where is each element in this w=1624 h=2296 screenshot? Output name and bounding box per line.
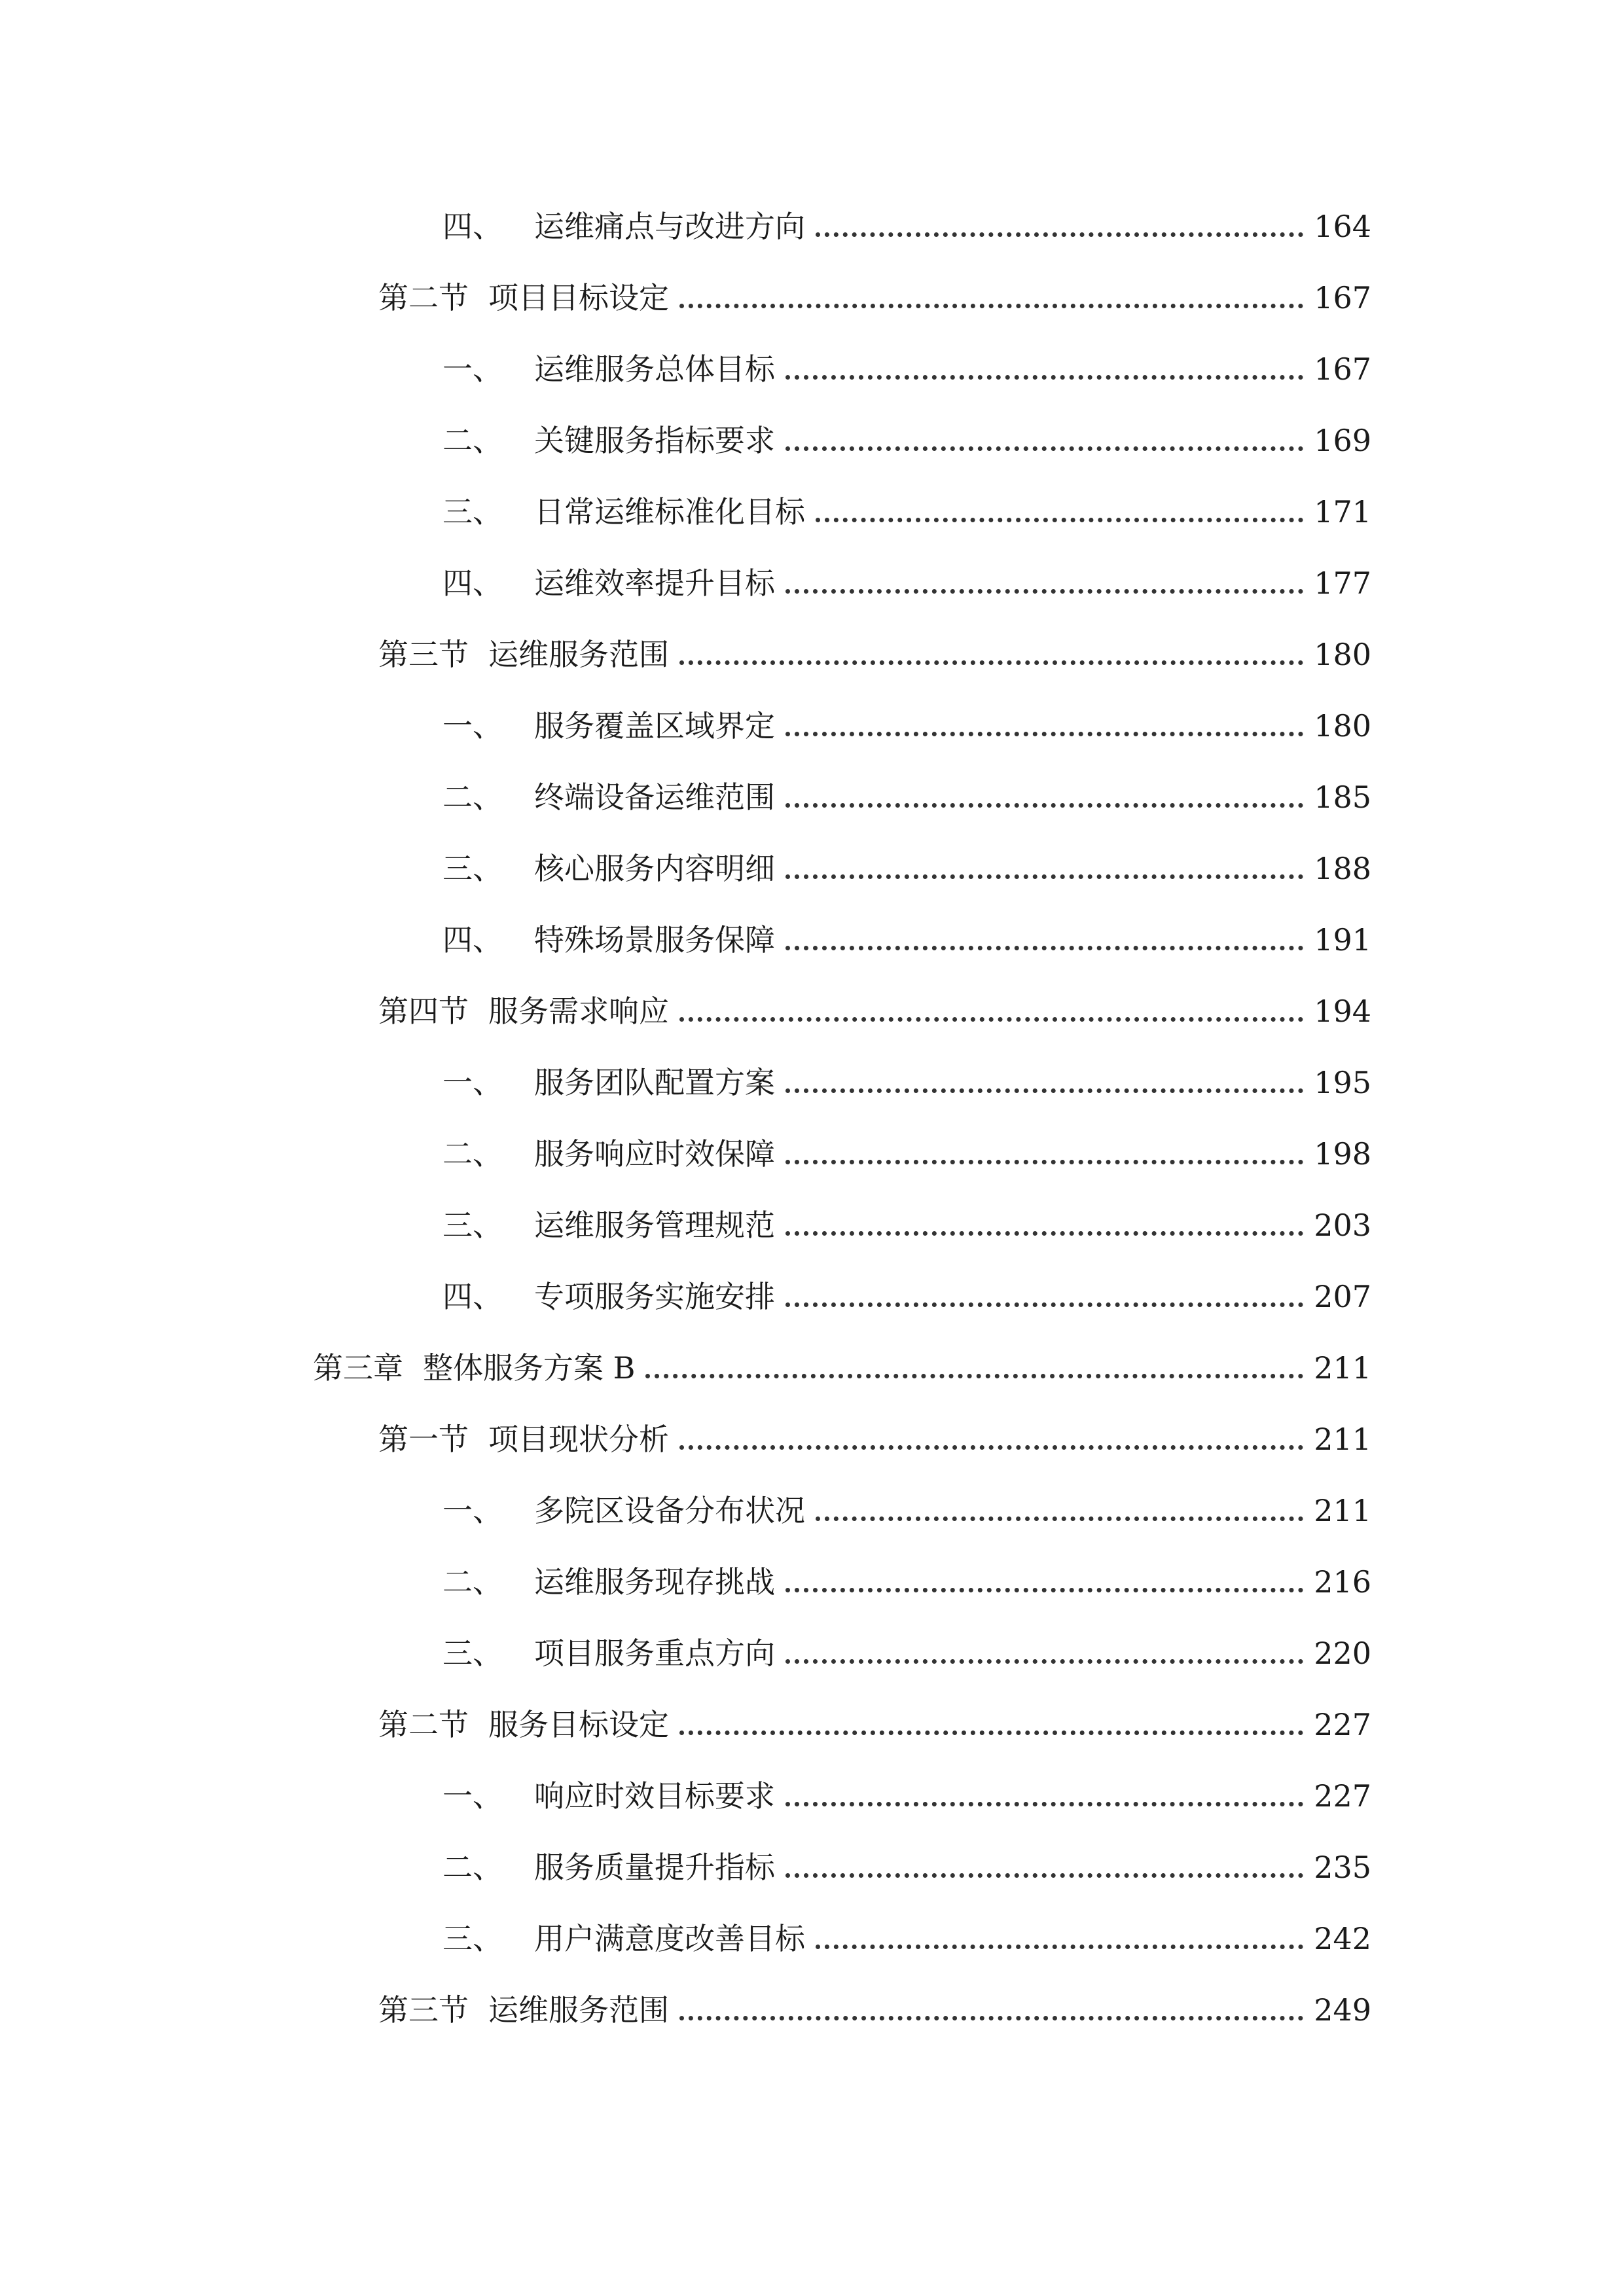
- toc-entry-title: 运维效率提升目标: [534, 565, 775, 601]
- toc-dot-leader: [816, 232, 1303, 237]
- toc-entry-text: [442, 706, 775, 745]
- toc-entry-title: 服务目标设定: [488, 1707, 669, 1742]
- toc-entry-number: 三、: [442, 1208, 503, 1243]
- toc-entry-number: 四、: [442, 922, 503, 958]
- toc-entry-text: [442, 1206, 775, 1245]
- toc-entry-title: 运维服务范围: [488, 637, 669, 672]
- toc-page-number: 235: [1314, 1850, 1371, 1885]
- toc-page-number: 207: [1314, 1279, 1371, 1314]
- toc-dot-leader: [785, 1088, 1303, 1093]
- toc-entry-title: 服务覆盖区域界定: [534, 708, 775, 744]
- toc-page-number: 188: [1314, 851, 1371, 886]
- toc-dot-leader: [679, 304, 1303, 308]
- toc-entry-text: [442, 421, 775, 460]
- toc-entry[interactable]: [378, 1407, 1371, 1459]
- toc-entry-number: 第二节: [378, 1707, 469, 1742]
- toc-page-number: 164: [1314, 209, 1371, 244]
- toc-entry-text: [442, 1919, 805, 1958]
- toc-page-number: 242: [1314, 1921, 1371, 1956]
- toc-entry-text: [442, 1134, 775, 1174]
- toc-entry-text: [442, 920, 775, 960]
- toc-entry[interactable]: [442, 550, 1371, 603]
- toc-entry-title: 运维服务现存挑战: [534, 1564, 775, 1600]
- toc-entry-text: [442, 1491, 805, 1530]
- toc-entry-number: 第三节: [378, 637, 469, 672]
- toc-page-number: 195: [1314, 1065, 1371, 1100]
- toc-page-number: 227: [1314, 1707, 1371, 1742]
- toc-page-number: 198: [1314, 1136, 1371, 1172]
- toc-entry-number: 一、: [442, 1778, 503, 1814]
- toc-page-number: 177: [1314, 565, 1371, 601]
- toc-entry-number: 三、: [442, 1921, 503, 1956]
- toc-entry-text: [442, 492, 805, 531]
- toc-entry-number: 二、: [442, 1564, 503, 1600]
- toc-entry-text: [378, 635, 669, 674]
- toc-entry-title: 服务响应时效保障: [534, 1136, 775, 1172]
- toc-entry-number: 第三节: [378, 1992, 469, 2028]
- toc-entry-title: 核心服务内容明细: [534, 851, 775, 886]
- toc-entry-title: 服务质量提升指标: [534, 1850, 775, 1885]
- toc-page-number: 167: [1314, 280, 1371, 315]
- toc-entry-number: 四、: [442, 1279, 503, 1314]
- toc-entry-title: 响应时效目标要求: [534, 1778, 775, 1814]
- toc-entry-title: 终端设备运维范围: [534, 780, 775, 815]
- toc-entry-text: [442, 1063, 775, 1102]
- toc-entry-text: [442, 1562, 775, 1602]
- toc-entry[interactable]: [442, 408, 1371, 460]
- toc-entry-title: 运维服务管理规范: [534, 1208, 775, 1243]
- toc-dot-leader: [679, 1731, 1303, 1735]
- toc-entry[interactable]: [442, 1621, 1371, 1673]
- toc-entry-number: 一、: [442, 1065, 503, 1100]
- toc-page-number: 211: [1314, 1422, 1371, 1457]
- toc-entry[interactable]: [442, 1763, 1371, 1816]
- toc-entry-number: 一、: [442, 351, 503, 387]
- toc-entry[interactable]: [442, 194, 1371, 246]
- toc-entry-text: [442, 207, 805, 246]
- toc-page-number: 180: [1314, 637, 1371, 672]
- toc-entry[interactable]: [442, 1478, 1371, 1530]
- toc-entry-number: 一、: [442, 1493, 503, 1528]
- toc-entry-number: 一、: [442, 708, 503, 744]
- toc-entry[interactable]: [442, 907, 1371, 960]
- toc-page-number: 216: [1314, 1564, 1371, 1600]
- toc-entry-text: [442, 1776, 775, 1816]
- toc-entry-text: [442, 350, 775, 389]
- toc-entry-text: [442, 1848, 775, 1887]
- toc-dot-leader: [785, 803, 1303, 808]
- toc-entry-number: 三、: [442, 851, 503, 886]
- toc-entry-number: 二、: [442, 1850, 503, 1885]
- toc-page-number: 227: [1314, 1778, 1371, 1814]
- toc-entry-number: 三、: [442, 494, 503, 529]
- toc-entry-text: [378, 1420, 669, 1459]
- toc-dot-leader: [679, 1017, 1303, 1022]
- toc-entry[interactable]: [378, 1692, 1371, 1744]
- toc-entry-text: [378, 1705, 669, 1744]
- toc-page-number: 211: [1314, 1350, 1371, 1386]
- toc-page-number: 169: [1314, 423, 1371, 458]
- toc-dot-leader: [785, 1873, 1303, 1878]
- toc-entry[interactable]: [442, 1050, 1371, 1102]
- toc-entry-title: 用户满意度改善目标: [534, 1921, 805, 1956]
- toc-page-number: 180: [1314, 708, 1371, 744]
- toc-entry[interactable]: [378, 265, 1371, 317]
- toc-page-number: 211: [1314, 1493, 1371, 1528]
- toc-entry-title: 日常运维标准化目标: [534, 494, 805, 529]
- toc-entry-title: 运维服务总体目标: [534, 351, 775, 387]
- toc-entry-number: 二、: [442, 423, 503, 458]
- toc-entry-title: 项目目标设定: [488, 280, 669, 315]
- toc-entry-number: 四、: [442, 209, 503, 244]
- toc-dot-leader: [816, 518, 1303, 522]
- toc-entry-number: 三、: [442, 1636, 503, 1671]
- toc-page-number: 185: [1314, 780, 1371, 815]
- toc-entry-title: 多院区设备分布状况: [534, 1493, 805, 1528]
- toc-entry[interactable]: [442, 1193, 1371, 1245]
- toc-entry[interactable]: [442, 836, 1371, 888]
- toc-entry-title: 整体服务方案 B: [423, 1350, 636, 1386]
- toc-entry-number: 第三章: [313, 1350, 403, 1386]
- toc-dot-leader: [785, 946, 1303, 950]
- toc-entry-title: 运维痛点与改进方向: [534, 209, 805, 244]
- toc-entry[interactable]: [378, 1977, 1371, 2030]
- toc-dot-leader: [785, 1302, 1303, 1307]
- toc-entry-number: 第四节: [378, 994, 469, 1029]
- toc-entry-title: 项目现状分析: [488, 1422, 669, 1457]
- toc-entry-title: 服务需求响应: [488, 994, 669, 1029]
- toc-dot-leader: [785, 1802, 1303, 1806]
- toc-page-number: 203: [1314, 1208, 1371, 1243]
- toc-dot-leader: [816, 1945, 1303, 1949]
- toc-entry-text: [442, 1634, 775, 1673]
- toc-page-number: 220: [1314, 1636, 1371, 1671]
- toc-page-number: 171: [1314, 494, 1371, 529]
- toc-entry[interactable]: [442, 764, 1371, 817]
- toc-entry[interactable]: [442, 1264, 1371, 1316]
- toc-entry[interactable]: [442, 693, 1371, 745]
- toc-dot-leader: [679, 660, 1303, 665]
- toc-entry[interactable]: [442, 1835, 1371, 1887]
- toc-entry[interactable]: [442, 1121, 1371, 1174]
- toc-dot-leader: [785, 1231, 1303, 1236]
- toc-page-number: 194: [1314, 994, 1371, 1029]
- toc-page-number: 249: [1314, 1992, 1371, 2028]
- toc-entry-text: [442, 564, 775, 603]
- toc-dot-leader: [785, 874, 1303, 879]
- toc-dot-leader: [785, 375, 1303, 380]
- toc-entry-text: [378, 1990, 669, 2030]
- toc-entry-number: 二、: [442, 780, 503, 815]
- toc-entry[interactable]: [313, 1335, 1371, 1388]
- toc-entry-number: 第一节: [378, 1422, 469, 1457]
- toc-entry[interactable]: [378, 622, 1371, 674]
- toc-dot-leader: [816, 1516, 1303, 1521]
- toc-entry[interactable]: [442, 479, 1371, 531]
- toc-dot-leader: [785, 1588, 1303, 1592]
- toc-entry[interactable]: [442, 336, 1371, 389]
- toc-entry[interactable]: [442, 1906, 1371, 1958]
- toc-entry-text: [442, 849, 775, 888]
- toc-entry-number: 四、: [442, 565, 503, 601]
- toc-entry-title: 特殊场景服务保障: [534, 922, 775, 958]
- toc-dot-leader: [785, 589, 1303, 594]
- toc-entry[interactable]: [442, 1549, 1371, 1602]
- toc-entry-title: 服务团队配置方案: [534, 1065, 775, 1100]
- toc-page-number: 167: [1314, 351, 1371, 387]
- toc-entry-number: 二、: [442, 1136, 503, 1172]
- toc-dot-leader: [785, 446, 1303, 451]
- toc-dot-leader: [679, 2016, 1303, 2020]
- toc-entry-text: [442, 1277, 775, 1316]
- toc-entry-title: 运维服务范围: [488, 1992, 669, 2028]
- toc-entry-text: [442, 778, 775, 817]
- toc-dot-leader: [785, 1160, 1303, 1164]
- toc-entry[interactable]: [378, 978, 1371, 1031]
- toc-entry-text: [378, 278, 669, 317]
- toc-entry-text: [313, 1348, 635, 1388]
- toc-entry-number: 第二节: [378, 280, 469, 315]
- toc-page-number: 191: [1314, 922, 1371, 958]
- toc-dot-leader: [679, 1445, 1303, 1450]
- toc-dot-leader: [785, 732, 1303, 736]
- toc-entry-title: 专项服务实施安排: [534, 1279, 775, 1314]
- toc-entry-title: 项目服务重点方向: [534, 1636, 775, 1671]
- toc-entry-title: 关键服务指标要求: [534, 423, 775, 458]
- toc-dot-leader: [645, 1374, 1303, 1378]
- toc-entry-text: [378, 992, 669, 1031]
- toc-dot-leader: [785, 1659, 1303, 1664]
